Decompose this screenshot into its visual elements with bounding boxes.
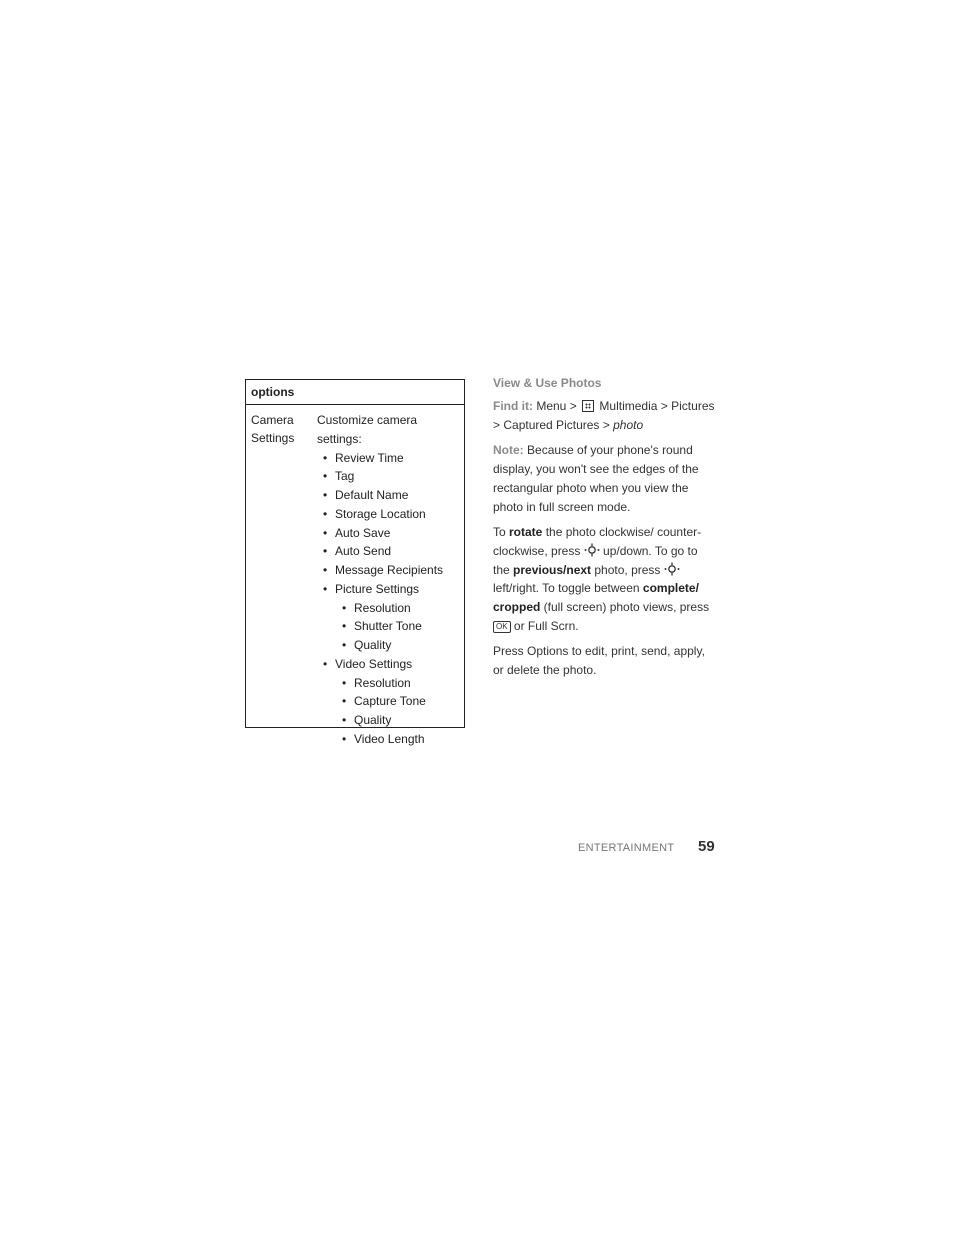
- find-it-path: [493, 397, 715, 434]
- rotate-paragraph: [493, 523, 715, 635]
- bullet-icon: •: [342, 600, 347, 615]
- bullet-icon: •: [342, 694, 347, 709]
- text-run: (full screen) photo views, press: [540, 600, 710, 615]
- page-number: 59: [698, 838, 715, 855]
- options-table: [245, 379, 465, 746]
- text-run: up/down. To go to the: [493, 543, 698, 577]
- list-item-label: Auto Save: [335, 525, 391, 540]
- list-item-label: Message Recipients: [335, 563, 444, 577]
- section-title: View & Use Photos: [493, 376, 602, 390]
- list-item: [317, 524, 462, 543]
- text-run: left/right. To toggle between: [493, 581, 643, 596]
- list-item-label: Quality: [354, 638, 392, 652]
- bullet-icon: •: [323, 488, 328, 502]
- path-multimedia: Multimedia: [599, 399, 658, 413]
- list-item: [317, 617, 462, 636]
- bullet-icon: •: [323, 581, 328, 596]
- bullet-icon: •: [342, 638, 347, 652]
- list-item-label: Picture Settings: [335, 581, 420, 596]
- bullet-icon: •: [342, 731, 347, 746]
- bullet-icon: •: [342, 675, 347, 690]
- list-item-label: Capture Tone: [354, 694, 426, 709]
- list-item: [317, 505, 462, 524]
- bullet-icon: •: [323, 544, 328, 559]
- complete-cropped-keyword: complete/ cropped: [493, 581, 699, 615]
- bullet-icon: •: [323, 525, 328, 540]
- list-item: [317, 580, 462, 599]
- bullet-icon: •: [323, 563, 328, 577]
- list-item: [317, 730, 462, 749]
- options-paragraph: [493, 642, 715, 679]
- option-name-line: Settings: [251, 431, 295, 445]
- nav-key-icon: [664, 562, 680, 576]
- options-table-header: options: [246, 380, 464, 405]
- list-item: [317, 711, 462, 730]
- bullet-icon: •: [342, 619, 347, 634]
- list-item-label: Resolution: [354, 675, 411, 690]
- bullet-icon: •: [323, 506, 328, 521]
- note-label: Note:: [493, 443, 524, 458]
- list-item-label: Default Name: [335, 488, 409, 502]
- text-run: photo, press: [591, 562, 664, 577]
- path-separator: >: [602, 417, 610, 432]
- nav-key-icon: [584, 543, 600, 557]
- text-run: or: [510, 618, 528, 633]
- options-key: Options: [527, 644, 569, 659]
- content-column: [493, 375, 715, 687]
- list-item: [317, 467, 462, 486]
- list-item: [317, 449, 462, 468]
- path-pictures: Pictures: [671, 399, 715, 413]
- menu-grid-icon: [582, 400, 594, 412]
- bullet-icon: •: [342, 713, 347, 727]
- text-run: To: [493, 525, 510, 540]
- text-run: .: [575, 618, 579, 633]
- list-item: [317, 599, 462, 618]
- list-item: [317, 486, 462, 505]
- list-item-label: Quality: [354, 713, 392, 727]
- list-item: [317, 542, 462, 561]
- rotate-keyword: rotate: [509, 525, 543, 540]
- bullet-icon: •: [323, 450, 328, 465]
- option-description: [317, 411, 462, 749]
- ok-key-icon: OK: [493, 621, 511, 633]
- find-it-label: Find it:: [493, 399, 533, 413]
- list-item: [317, 674, 462, 693]
- path-separator: >: [660, 399, 668, 413]
- text-run: to edit, print, send, apply, or delete the photo.: [493, 644, 705, 678]
- footer-section-name: ENTERTAINMENT: [578, 842, 675, 854]
- list-item-label: Storage Location: [335, 506, 426, 521]
- path-photo: photo: [613, 417, 644, 432]
- list-item-label: Tag: [335, 469, 355, 484]
- list-item: [317, 561, 462, 580]
- path-captured: Captured Pictures: [503, 417, 600, 432]
- option-intro: Customize camera settings:: [317, 413, 418, 446]
- option-name-line: Camera: [251, 413, 294, 427]
- note-paragraph: [493, 441, 715, 516]
- bullet-icon: •: [323, 469, 328, 484]
- list-item: [317, 692, 462, 711]
- previous-next-keyword: previous/next: [513, 562, 592, 577]
- option-name: [251, 411, 311, 447]
- bullet-icon: •: [323, 656, 328, 671]
- list-item: [317, 655, 462, 674]
- full-scrn-key: Full Scrn: [527, 618, 576, 633]
- text-run: the photo clockwise/ counter-clockwise, press: [493, 525, 702, 558]
- list-item: [317, 636, 462, 655]
- path-menu: Menu: [536, 399, 567, 413]
- list-item-label: Video Settings: [335, 656, 413, 671]
- list-item-label: Video Length: [354, 731, 425, 746]
- list-item-label: Auto Send: [335, 544, 392, 559]
- note-text: Because of your phone's round display, you won't see the edges of the rectangular photo when you view the photo in full screen mode.: [493, 443, 699, 514]
- list-item-label: Resolution: [354, 600, 411, 615]
- text-run: Press: [493, 644, 528, 659]
- option-list: [317, 449, 462, 749]
- path-separator: >: [493, 417, 501, 432]
- path-separator: >: [569, 399, 577, 413]
- list-item-label: Shutter Tone: [354, 619, 422, 634]
- list-item-label: Review Time: [335, 450, 404, 465]
